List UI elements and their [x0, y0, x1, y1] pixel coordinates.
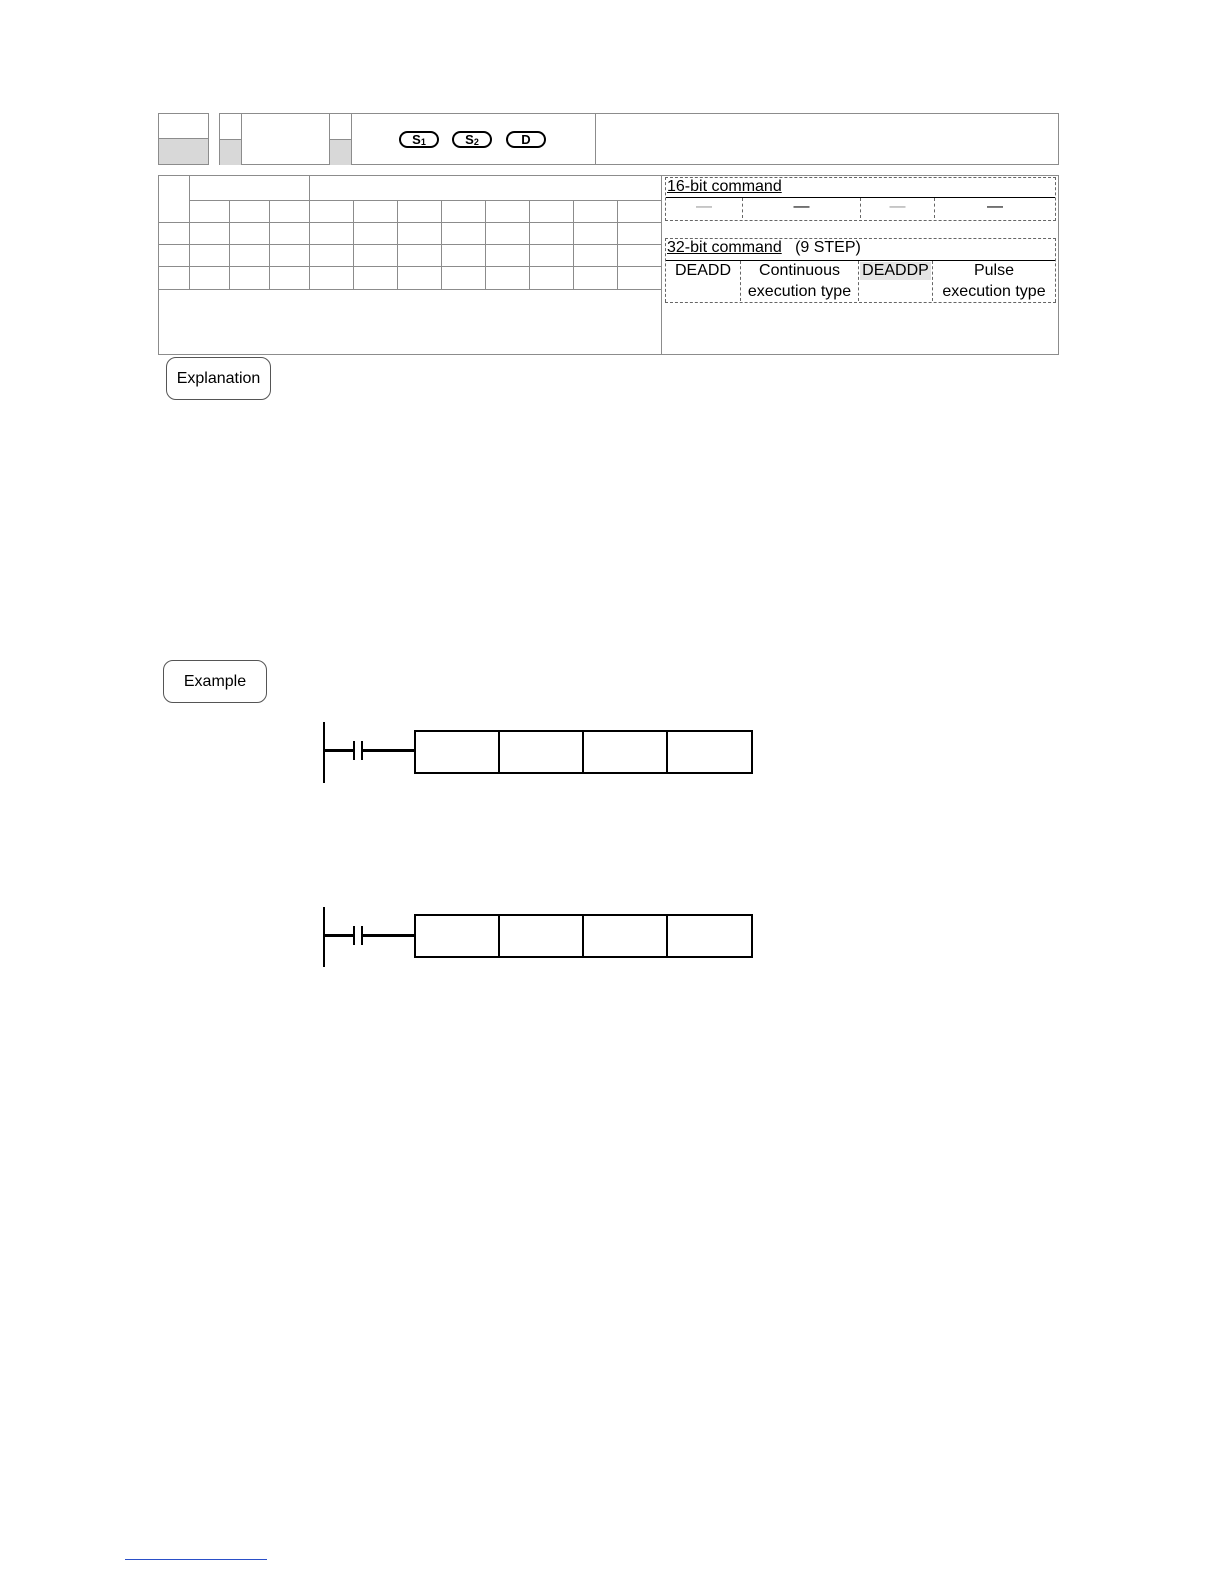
- ladder-1-power-rail: [323, 722, 325, 783]
- grid-col-line: [269, 200, 270, 289]
- grid-row-line: [159, 244, 661, 245]
- grid-col-line: [441, 200, 442, 289]
- continuous-type-line1: Continuous: [759, 262, 840, 279]
- 16bit-command-title: 16-bit command: [667, 178, 782, 195]
- ladder-2-power-rail: [323, 907, 325, 967]
- ladder-2-contact-left: [353, 926, 355, 945]
- ladder-1-contact-left: [353, 741, 355, 760]
- operand-d: D: [506, 131, 546, 148]
- continuous-type-line2: execution type: [747, 283, 852, 300]
- operand-table-frame: [158, 175, 1059, 355]
- header-main-bar: [219, 113, 1059, 165]
- 16bit-cell-3: —: [889, 198, 906, 215]
- grid-col-line: [485, 200, 486, 289]
- grid-col-line: [397, 200, 398, 289]
- pulse-type-line2: execution type: [942, 283, 1046, 300]
- 32bit-command-title: 32-bit command: [667, 239, 782, 256]
- explanation-button[interactable]: [166, 357, 271, 400]
- grid-row-line: [159, 266, 661, 267]
- grid-col-line: [229, 200, 230, 289]
- grid-row-line: [189, 200, 661, 201]
- command-panel: [662, 176, 1058, 354]
- 16bit-cell-4: —: [987, 198, 1003, 215]
- footer-rule: [125, 1559, 267, 1560]
- operand-s2: $S_2$: [452, 131, 492, 148]
- 32bit-steps: (9 STEP): [795, 239, 861, 256]
- 16bit-cell-2: —: [793, 198, 810, 215]
- grid-col-line: [529, 200, 530, 289]
- 16bit-cell-1: —: [696, 198, 712, 215]
- grid-col-line: [309, 176, 310, 289]
- operand-grid: [159, 176, 661, 289]
- pulse-type-line1: Pulse: [973, 262, 1015, 279]
- operand-s1: $S_1$: [399, 131, 439, 148]
- 32bit-command-heading: [667, 239, 861, 257]
- deadd-label: DEADD: [674, 262, 731, 279]
- deaddp-label: DEADDP: [860, 262, 931, 280]
- header-api-shaded: [159, 138, 208, 164]
- explanation-label: Explanation: [176, 370, 261, 387]
- example-button[interactable]: [163, 660, 267, 703]
- grid-row-line: [159, 222, 661, 223]
- grid-col-line: [353, 200, 354, 289]
- grid-col-line: [617, 200, 618, 289]
- example-label: Example: [183, 673, 247, 690]
- header-api-cell: [158, 113, 209, 165]
- header-flag-16bit: [220, 139, 241, 165]
- grid-col-line: [189, 176, 190, 289]
- header-flag-pulse: [330, 139, 351, 165]
- grid-col-line: [573, 200, 574, 289]
